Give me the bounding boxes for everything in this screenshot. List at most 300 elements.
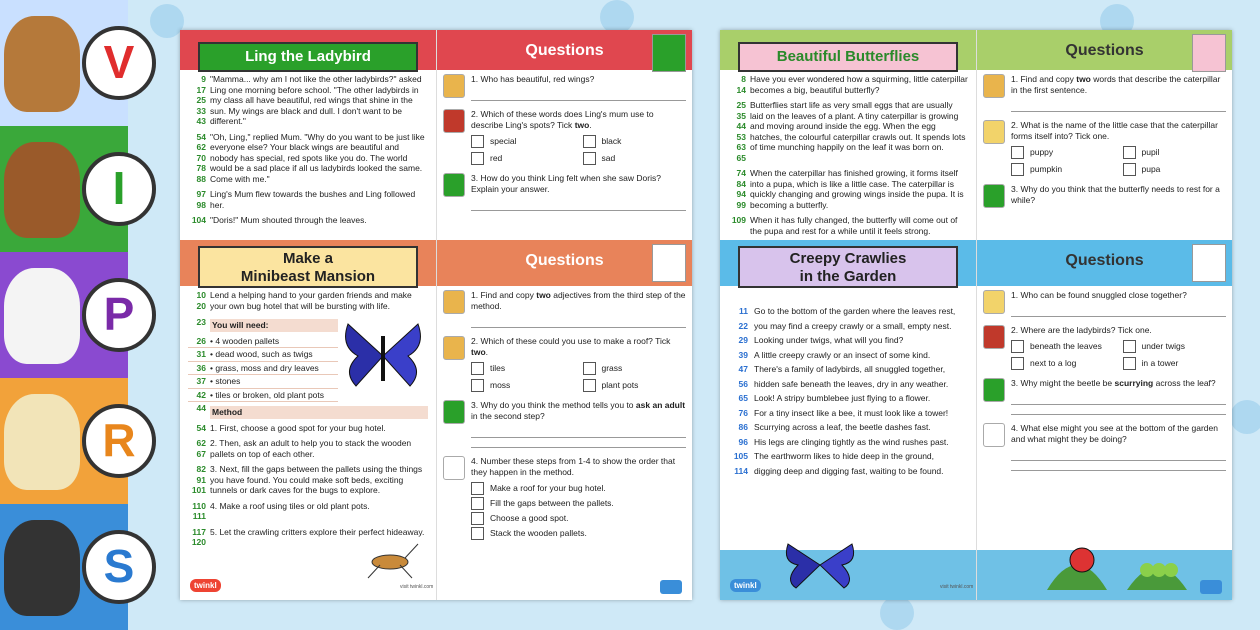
line-number: 29 — [738, 335, 748, 345]
line-number: 47 — [738, 364, 748, 374]
paragraph-text: Butterflies start life as very small eggs that are usually laid on the leaves of a plant. A tiny caterpillar is growing and moving around inside the egg. When the egg hatches, the colourful caterpillar crawls out. It spends lots of time munching happily on the leaf it was born on. — [750, 100, 966, 152]
poem-line-text: digging deep and digging fast, waiting to be found. — [754, 465, 944, 476]
question-icon — [983, 325, 1005, 349]
butterflies-section — [720, 30, 976, 240]
question-2: 2. Which of these words does Ling's mum use to describe Ling's spots? Tick two. — [471, 109, 654, 130]
line-number: 96 — [738, 436, 748, 447]
question-1: 1. Find and copy two adjectives from the third step of the method. — [471, 290, 686, 311]
line-number: 94 — [736, 189, 746, 199]
question-3: 3. Why do you think the method tells you to ask an adult in the second step? — [471, 400, 686, 421]
ordering-step[interactable] — [471, 497, 686, 510]
tick-options — [471, 362, 686, 392]
poem-line — [728, 364, 968, 375]
line-number: 78 — [196, 163, 206, 173]
tick-option[interactable] — [1011, 340, 1115, 353]
story-text — [180, 70, 436, 226]
paragraph-text: When the caterpillar has finished growing, it forms itself into a pupa, which is like a little case. The caterpillar is quickly changing and growing wings inside the pupa. It is becoming a butterfly. — [750, 168, 964, 210]
tick-option[interactable] — [471, 135, 575, 148]
question-3: 3. Why do you think that the butterfly needs to rest for a while? — [1011, 184, 1220, 205]
line-number: 14 — [736, 84, 746, 95]
paragraph — [188, 189, 428, 210]
checkbox[interactable] — [1123, 163, 1136, 176]
title-band — [720, 240, 976, 286]
poem-line — [728, 451, 968, 462]
questions-title: Questions — [1065, 252, 1144, 269]
checkbox[interactable] — [1011, 146, 1024, 159]
number-box[interactable] — [471, 512, 484, 525]
option-label: grass — [601, 363, 623, 373]
line-number: 88 — [196, 173, 206, 184]
story-title: Ling the Ladybird — [245, 48, 371, 65]
ling-ladybird-section — [180, 30, 436, 240]
story-title-line-1: Creepy Crawlies — [789, 250, 907, 267]
ladybird-caterpillar-illustration — [1037, 530, 1207, 590]
paragraph-text: Have you ever wondered how a squirming, little caterpillar becomes a big, beautiful butterfly? — [750, 74, 968, 95]
poem-line — [728, 393, 968, 404]
questions-list — [437, 286, 692, 542]
question-2: 2. Which of these could you use to make a roof? Tick two. — [471, 336, 671, 357]
option-label: sad — [601, 153, 616, 163]
tick-option[interactable] — [471, 362, 575, 375]
answer-line[interactable] — [471, 91, 686, 101]
step-text: 5. Let the crawling critters explore their perfect hideaway. — [210, 526, 425, 537]
line-number: 97 — [196, 189, 206, 199]
question-icon — [983, 120, 1005, 144]
line-number: 62 — [196, 142, 206, 152]
question-icon — [443, 456, 465, 480]
question-icon — [443, 400, 465, 424]
line-number: 110 — [192, 500, 206, 511]
flower-icon — [1192, 34, 1226, 72]
option-label: in a tower — [1141, 358, 1179, 368]
step-text: 2. Then, ask an adult to help you to stack the wooden pallets on top of each other. — [210, 438, 412, 459]
number-box[interactable] — [471, 527, 484, 540]
line-number: 104 — [191, 215, 206, 225]
instructions-text — [180, 286, 436, 548]
story-title-banner — [738, 246, 958, 288]
tick-option[interactable] — [1011, 357, 1115, 370]
option-label: black — [601, 136, 622, 146]
story-title: Beautiful Butterflies — [776, 48, 920, 65]
option-label: pupa — [1141, 164, 1161, 174]
questions-band — [977, 30, 1232, 70]
vipers-letter-s: S — [82, 530, 156, 604]
tick-option[interactable] — [1123, 340, 1227, 353]
worksheet-butterflies — [720, 30, 1232, 600]
line-number: 53 — [736, 131, 746, 142]
paragraph-text: Ling's Mum flew towards the bushes and Ling followed her. — [210, 189, 416, 210]
material-text: • grass, moss and dry leaves — [210, 362, 319, 373]
answer-line[interactable] — [471, 201, 686, 211]
line-number: 44 — [196, 403, 206, 413]
line-number: 117 — [192, 526, 206, 537]
method-steps — [188, 423, 428, 548]
footer-url: visit twinkl.com — [400, 584, 434, 590]
line-number: 120 — [191, 537, 206, 547]
poem-text — [720, 286, 976, 476]
option-label: pupil — [1141, 147, 1160, 157]
cricket-illustration — [360, 540, 420, 580]
poem-line — [728, 379, 968, 390]
question-icon — [443, 290, 465, 314]
paragraph — [728, 215, 968, 236]
option-label: plant pots — [601, 380, 639, 390]
line-number: 35 — [736, 110, 746, 121]
questions-band — [437, 240, 692, 286]
vipers-letter-i: I — [82, 152, 156, 226]
checkbox[interactable] — [1011, 340, 1024, 353]
line-numbers — [188, 464, 210, 496]
question-1: 1. Who can be found snuggled close together? — [1011, 290, 1187, 300]
material-item — [188, 389, 338, 403]
checkbox[interactable] — [583, 152, 596, 165]
answer-line[interactable] — [471, 428, 686, 438]
question-2: 2. Where are the ladybirds? Tick one. — [1011, 325, 1152, 335]
line-number: 25 — [196, 95, 206, 105]
option-label: under twigs — [1141, 341, 1185, 351]
poem-line — [728, 350, 968, 361]
line-number: 39 — [738, 349, 748, 360]
line-numbers — [188, 189, 210, 210]
paragraph-text: "Doris!" Mum shouted through the leaves. — [210, 215, 367, 225]
checkbox[interactable] — [471, 152, 484, 165]
vipers-letter-v: V — [82, 26, 156, 100]
tick-option[interactable] — [1123, 146, 1227, 159]
poem-line-text: His legs are clinging tightly as the wind rushes past. — [754, 436, 949, 447]
twinkl-badge — [1200, 580, 1222, 594]
paragraph — [188, 132, 428, 185]
paragraph — [728, 168, 968, 210]
checkbox[interactable] — [1011, 163, 1024, 176]
material-item — [188, 335, 338, 349]
paw-print-decoration — [880, 596, 914, 630]
questions-band — [977, 240, 1232, 286]
checkbox[interactable] — [583, 379, 596, 392]
line-number: 44 — [736, 121, 746, 131]
number-box[interactable] — [471, 482, 484, 495]
question-icon — [983, 184, 1005, 208]
questions-list — [977, 70, 1232, 208]
answer-line[interactable] — [471, 318, 686, 328]
worksheet-ladybird — [180, 30, 692, 600]
tick-option[interactable] — [1123, 163, 1227, 176]
question-icon — [983, 290, 1005, 314]
question-icon — [443, 336, 465, 360]
ladybird-icon — [652, 34, 686, 72]
tick-option[interactable] — [1011, 163, 1115, 176]
line-numbers — [188, 501, 210, 522]
checkbox[interactable] — [471, 135, 484, 148]
question-3: 3. How do you think Ling felt when she saw Doris? Explain your answer. — [471, 173, 661, 194]
answer-line[interactable] — [1011, 395, 1226, 405]
vipers-letter-r: R — [82, 404, 156, 478]
ordering-step[interactable] — [471, 482, 686, 495]
line-number: 74 — [736, 168, 746, 178]
story-title-line-2: Minibeast Mansion — [240, 268, 376, 285]
line-number: 63 — [736, 142, 746, 152]
option-label: puppy — [1030, 147, 1054, 157]
option-label: red — [490, 153, 503, 163]
questions-title: Questions — [525, 42, 604, 59]
answer-line[interactable] — [1011, 405, 1226, 415]
ordering-steps — [471, 482, 686, 540]
vipers-sidebar — [0, 0, 136, 630]
method-step — [188, 464, 428, 496]
story-title-line-2: in the Garden — [799, 268, 897, 285]
line-number: 114 — [734, 465, 748, 476]
paragraph — [188, 74, 428, 127]
poem-line-text: There's a family of ladybirds, all snuggled together, — [754, 364, 946, 374]
tick-option[interactable] — [583, 135, 687, 148]
poem-line-text: For a tiny insect like a bee, it must look like a tower! — [754, 407, 949, 418]
line-numbers — [188, 423, 210, 434]
line-number: 8 — [741, 74, 746, 84]
tick-option[interactable] — [583, 362, 687, 375]
paragraph-text: "Oh, Ling," replied Mum. "Why do you want to be just like everyone else? Your black wings are beautiful and nobody has special, red spots like you do. The world would be a sad place if all us ladybirds looked the same. Come with me." — [210, 131, 425, 184]
paw-print-decoration — [600, 0, 634, 34]
title-band — [180, 30, 436, 70]
method-step — [188, 423, 428, 434]
twinkl-logo: twinkl — [730, 579, 761, 592]
line-number: 10 — [196, 290, 206, 300]
paragraph — [188, 215, 428, 226]
paragraph — [728, 100, 968, 163]
paragraph-text: When it has fully changed, the butterfly will come out of the pupa and rest for a while until it feels strong. — [750, 215, 958, 236]
poem-line — [728, 408, 968, 419]
question-icon — [443, 173, 465, 197]
title-band — [180, 240, 436, 286]
ladybird-icon — [1192, 244, 1226, 282]
intro-text: Lend a helping hand to your garden friends and make your own bug hotel that will be bursting with life. — [210, 290, 412, 311]
questions-creepy-crawlies — [977, 240, 1232, 600]
paw-print-decoration — [1230, 400, 1260, 434]
option-label: next to a log — [1030, 358, 1077, 368]
line-number: 62 — [196, 438, 206, 448]
line-number: 91 — [196, 474, 206, 485]
question-icon — [443, 109, 465, 133]
questions-list — [437, 70, 692, 211]
butterfly-illustration — [780, 540, 860, 590]
sheet-right-column — [436, 30, 692, 600]
bug-icon — [652, 244, 686, 282]
question-1: 1. Who has beautiful, red wings? — [471, 74, 595, 84]
question-3: 3. Why might the beetle be scurrying across the leaf? — [1011, 378, 1216, 388]
questions-list — [977, 286, 1232, 471]
story-title-banner — [738, 42, 958, 72]
material-item — [188, 362, 338, 376]
number-box[interactable] — [471, 497, 484, 510]
poem-line-text: Look! A stripy bumblebee just flying to a flower. — [754, 393, 931, 403]
checkbox[interactable] — [583, 362, 596, 375]
line-number: 36 — [196, 362, 206, 373]
title-band — [720, 30, 976, 70]
tick-option[interactable] — [1123, 357, 1227, 370]
tick-option[interactable] — [471, 152, 575, 165]
line-numbers — [188, 438, 210, 459]
poem-line — [728, 306, 968, 317]
story-title-banner — [198, 42, 418, 72]
story-text — [720, 70, 976, 236]
line-number: 54 — [196, 422, 206, 433]
line-number: 23 — [196, 317, 206, 327]
material-item — [188, 348, 338, 362]
paragraph — [728, 74, 968, 95]
option-label: moss — [490, 380, 511, 390]
line-number: 76 — [738, 407, 748, 418]
checkbox[interactable] — [1123, 146, 1136, 159]
line-numbers — [188, 215, 210, 226]
material-item — [188, 375, 338, 389]
poem-line-text: The earthworm likes to hide deep in the ground, — [754, 451, 935, 461]
checkbox[interactable] — [1123, 340, 1136, 353]
line-number: 70 — [196, 152, 206, 163]
question-icon — [443, 74, 465, 98]
step-text: 3. Next, fill the gaps between the pallets using the things you have found. You could make soft beds, exciting tunnels or dark caves for the bugs to explore. — [210, 464, 423, 495]
line-number: 84 — [736, 178, 746, 189]
step-label: Fill the gaps between the pallets. — [490, 498, 614, 508]
question-4: 4. What else might you see at the bottom of the garden and what might they be doing? — [1011, 423, 1218, 444]
checkbox[interactable] — [1011, 357, 1024, 370]
sheet-left-column — [180, 30, 436, 600]
twinkl-badge — [660, 580, 682, 594]
line-numbers — [188, 527, 210, 548]
questions-ladybird — [437, 30, 692, 240]
footer-url: visit twinkl.com — [940, 584, 974, 590]
line-number: 109 — [731, 215, 746, 225]
material-text: • dead wood, such as twigs — [210, 349, 313, 359]
sheet-left-column — [720, 30, 976, 600]
line-number: 37 — [196, 376, 206, 386]
poem-line — [728, 335, 968, 346]
option-label: beneath the leaves — [1030, 341, 1102, 351]
vipers-letter-p: P — [82, 278, 156, 352]
answer-line[interactable] — [1011, 461, 1226, 471]
line-number: 43 — [196, 116, 206, 126]
line-number: 33 — [196, 105, 206, 116]
line-number: 26 — [196, 335, 206, 346]
line-number: 65 — [736, 152, 746, 163]
questions-butterflies — [977, 30, 1232, 240]
line-number: 98 — [196, 199, 206, 210]
story-title-line-1: Make a — [282, 250, 334, 267]
question-icon — [983, 378, 1005, 402]
poem-line — [728, 466, 968, 477]
tick-options — [1011, 340, 1226, 370]
answer-line[interactable] — [471, 438, 686, 448]
question-icon — [983, 74, 1005, 98]
poem-line-text: you may find a creepy crawly or a small, empty nest. — [754, 320, 952, 331]
answer-line[interactable] — [1011, 451, 1226, 461]
line-number: 42 — [196, 389, 206, 400]
tick-option[interactable] — [471, 379, 575, 392]
material-text: • tiles or broken, old plant pots — [210, 389, 325, 400]
line-numbers — [188, 74, 210, 127]
question-2: 2. What is the name of the little case that the caterpillar forms itself into? Tick one. — [1011, 120, 1218, 141]
line-number: 56 — [738, 378, 748, 389]
dog-character — [4, 142, 80, 238]
line-number: 111 — [192, 511, 206, 521]
checkbox[interactable] — [471, 362, 484, 375]
option-label: special — [490, 136, 517, 146]
poem-line — [728, 422, 968, 433]
tick-options — [471, 135, 686, 165]
line-numbers — [728, 100, 750, 163]
poem-line — [728, 437, 968, 448]
line-number: 31 — [196, 349, 206, 359]
line-numbers — [728, 74, 750, 95]
line-number: 99 — [736, 199, 746, 210]
ordering-step[interactable] — [471, 512, 686, 525]
checkbox[interactable] — [1123, 357, 1136, 370]
checkbox[interactable] — [471, 379, 484, 392]
method-step — [188, 438, 428, 459]
line-number: 9 — [201, 74, 206, 84]
questions-minibeast — [437, 240, 692, 600]
questions-band — [437, 30, 692, 70]
paw-print-decoration — [150, 4, 184, 38]
minibeast-section — [180, 240, 436, 600]
answer-line[interactable] — [1011, 102, 1226, 112]
tick-option[interactable] — [583, 379, 687, 392]
line-number: 67 — [196, 448, 206, 459]
step-text: 4. Make a roof using tiles or old plant pots. — [210, 500, 370, 511]
line-number: 101 — [191, 485, 206, 495]
step-label: Stack the wooden pallets. — [490, 528, 587, 538]
line-number: 82 — [196, 464, 206, 474]
material-text: • stones — [210, 376, 241, 386]
poem-line-text: A little creepy crawly or an insect of some kind. — [754, 349, 931, 360]
tick-option[interactable] — [1011, 146, 1115, 159]
checkbox[interactable] — [583, 135, 596, 148]
option-label: pumpkin — [1030, 164, 1063, 174]
questions-title: Questions — [1065, 42, 1144, 59]
materials-list — [188, 335, 338, 403]
paragraph-text: "Mamma... why am I not like the other ladybirds?" asked Ling one morning before school. "The other ladybirds in my class all have beautiful, red wings that shine in the sun. My wings are black and dull. I don't want to be different." — [210, 74, 422, 126]
step-label: Make a roof for your bug hotel. — [490, 483, 606, 493]
tick-option[interactable] — [583, 152, 687, 165]
butterfly-illustration — [338, 316, 428, 396]
line-number: 22 — [738, 320, 748, 331]
step-text: 1. First, choose a good spot for your bug hotel. — [210, 422, 386, 433]
poem-line-text: Scurrying across a leaf, the beetle dashes fast. — [754, 422, 931, 432]
sheet-right-column — [976, 30, 1232, 600]
line-number: 54 — [196, 131, 206, 142]
line-numbers — [728, 168, 750, 210]
poem-line-text: hidden safe beneath the leaves, dry in any weather. — [754, 378, 949, 389]
poem-line-text: Go to the bottom of the garden where the leaves rest, — [754, 306, 956, 316]
question-4: 4. Number these steps from 1-4 to show the order that they happen in the method. — [471, 456, 676, 477]
tick-options — [1011, 146, 1226, 176]
line-number: 105 — [733, 451, 748, 461]
story-title-banner — [198, 246, 418, 288]
line-numbers — [728, 215, 750, 236]
line-number: 20 — [196, 300, 206, 311]
line-number: 17 — [196, 84, 206, 95]
method-heading: Method — [210, 406, 428, 419]
dog-character — [4, 16, 80, 112]
material-text: • 4 wooden pallets — [210, 335, 280, 346]
dog-character — [4, 268, 80, 364]
twinkl-logo: twinkl — [190, 579, 221, 592]
line-number: 86 — [738, 422, 748, 432]
question-1: 1. Find and copy two words that describe the caterpillar in the first sentence. — [1011, 74, 1221, 95]
answer-line[interactable] — [1011, 307, 1226, 317]
ordering-step[interactable] — [471, 527, 686, 540]
poem-line — [728, 321, 968, 332]
creepy-crawlies-section — [720, 240, 976, 600]
line-number: 11 — [739, 306, 748, 316]
line-number: 65 — [738, 393, 748, 403]
